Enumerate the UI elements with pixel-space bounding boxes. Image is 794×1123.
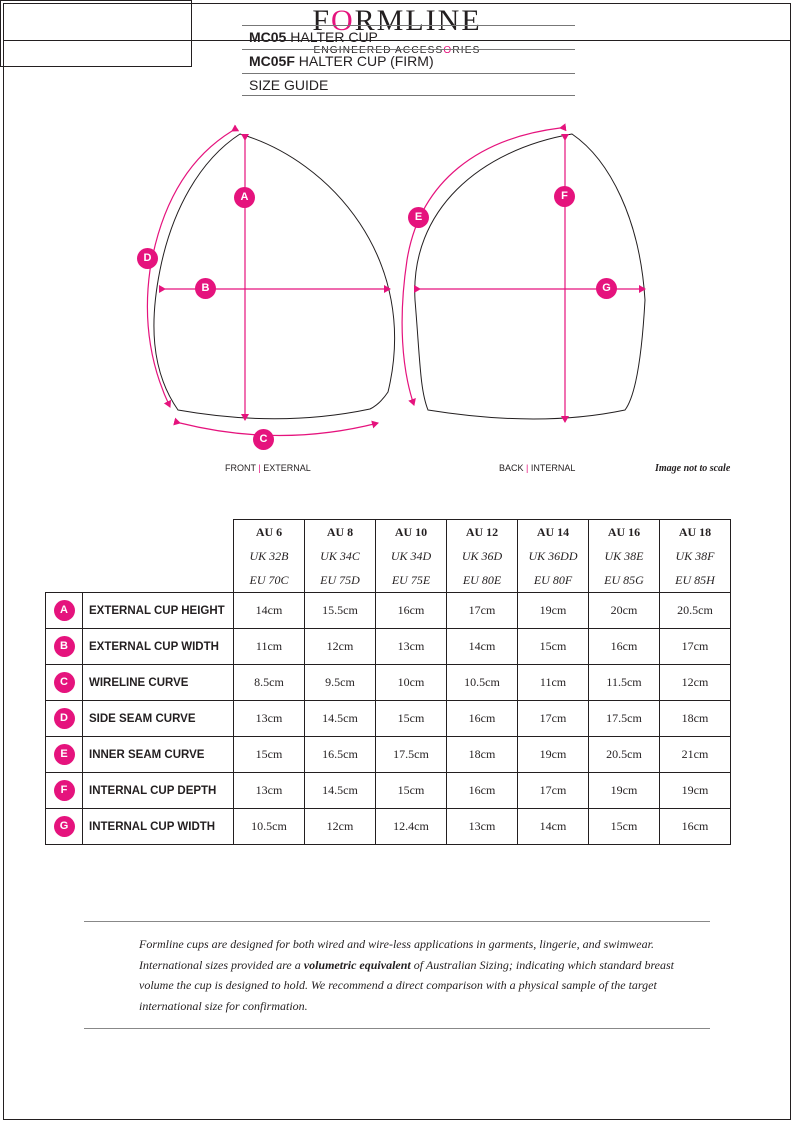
table-cell: 14cm xyxy=(518,809,589,845)
au-size: AU 18 xyxy=(660,520,731,545)
table-cell: 19cm xyxy=(660,773,731,809)
row-label: EXTERNAL CUP HEIGHT xyxy=(83,593,234,629)
uk-size: UK 32B xyxy=(234,544,305,568)
table-row xyxy=(46,593,731,629)
table-cell: 18cm xyxy=(447,737,518,773)
table-cell: 11.5cm xyxy=(589,665,660,701)
uk-size: UK 36DD xyxy=(518,544,589,568)
row-marker: G xyxy=(54,816,75,837)
table-cell: 17.5cm xyxy=(589,701,660,737)
table-cell: 11cm xyxy=(234,629,305,665)
table-cell: 14.5cm xyxy=(305,701,376,737)
uk-size: UK 38E xyxy=(589,544,660,568)
table-cell: 15cm xyxy=(376,773,447,809)
row-label: INNER SEAM CURVE xyxy=(83,737,234,773)
front-cup-outline xyxy=(154,134,395,419)
note-divider-top xyxy=(84,921,710,922)
table-cell: 12.4cm xyxy=(376,809,447,845)
table-cell: 14cm xyxy=(447,629,518,665)
table-cell: 10cm xyxy=(376,665,447,701)
row-marker: B xyxy=(54,636,75,657)
table-cell: 17cm xyxy=(447,593,518,629)
table-cell: 21cm xyxy=(660,737,731,773)
page-subtitle: SIZE GUIDE xyxy=(242,73,575,96)
cup-diagrams xyxy=(0,120,794,480)
table-row xyxy=(46,701,731,737)
marker-d: D xyxy=(137,248,158,269)
note-divider-bottom xyxy=(84,1028,710,1029)
row-marker: C xyxy=(54,672,75,693)
eu-size-row xyxy=(46,568,731,593)
eu-size: EU 75D xyxy=(305,568,376,593)
table-cell: 18cm xyxy=(660,701,731,737)
table-cell: 15cm xyxy=(376,701,447,737)
logo-wordmark: FORMLINE xyxy=(312,4,482,37)
table-cell: 16cm xyxy=(376,593,447,629)
table-cell: 19cm xyxy=(589,773,660,809)
table-row xyxy=(46,665,731,701)
marker-c: C xyxy=(253,429,274,450)
logo-tagline: ENGINEERED ACCESSORIES xyxy=(313,45,481,56)
au-size: AU 10 xyxy=(376,520,447,545)
au-size-row xyxy=(46,520,731,545)
front-caption: FRONT | EXTERNAL xyxy=(225,463,311,473)
table-cell: 16.5cm xyxy=(305,737,376,773)
table-cell: 20cm xyxy=(589,593,660,629)
marker-f: F xyxy=(554,186,575,207)
sizing-note: Formline cups are designed for both wired and wire-less applications in garments, lingerie, and swimwear. International sizes provided are a volumetric equivalent of Australian Sizing; indicating which standard breast volume the cup is designed to hold. We recommend a direct comparison with a physical sample of the target international size for confirmation. xyxy=(139,937,674,1013)
marker-b: B xyxy=(195,278,216,299)
row-marker: F xyxy=(54,780,75,801)
table-cell: 13cm xyxy=(447,809,518,845)
product-title-mc05: MC05 HALTER CUP xyxy=(242,25,575,48)
table-cell: 10.5cm xyxy=(234,809,305,845)
row-marker: E xyxy=(54,744,75,765)
table-cell: 11cm xyxy=(518,665,589,701)
table-cell: 19cm xyxy=(518,737,589,773)
table-cell: 8.5cm xyxy=(234,665,305,701)
table-cell: 17cm xyxy=(660,629,731,665)
table-cell: 20.5cm xyxy=(660,593,731,629)
table-cell: 13cm xyxy=(234,701,305,737)
table-row xyxy=(46,809,731,845)
scale-note: Image not to scale xyxy=(655,463,731,474)
eu-size: EU 85G xyxy=(589,568,660,593)
au-size: AU 12 xyxy=(447,520,518,545)
row-label: INTERNAL CUP DEPTH xyxy=(83,773,234,809)
back-cup-outline xyxy=(415,134,645,419)
eu-size: EU 80F xyxy=(518,568,589,593)
cup-diagram-svg xyxy=(0,120,794,480)
uk-size: UK 34C xyxy=(305,544,376,568)
table-cell: 20.5cm xyxy=(589,737,660,773)
table-cell: 10.5cm xyxy=(447,665,518,701)
row-label: INTERNAL CUP WIDTH xyxy=(83,809,234,845)
table-cell: 17cm xyxy=(518,773,589,809)
au-size: AU 6 xyxy=(234,520,305,545)
row-marker: D xyxy=(54,708,75,729)
uk-size-row xyxy=(46,544,731,568)
table-row xyxy=(46,773,731,809)
au-size: AU 16 xyxy=(589,520,660,545)
eu-size: EU 70C xyxy=(234,568,305,593)
table-cell: 17.5cm xyxy=(376,737,447,773)
table-cell: 19cm xyxy=(518,593,589,629)
table-cell: 12cm xyxy=(305,809,376,845)
table-cell: 14.5cm xyxy=(305,773,376,809)
table-row xyxy=(46,629,731,665)
eu-size: EU 80E xyxy=(447,568,518,593)
table-cell: 15cm xyxy=(589,809,660,845)
table-cell: 15cm xyxy=(518,629,589,665)
au-size: AU 8 xyxy=(305,520,376,545)
table-cell: 9.5cm xyxy=(305,665,376,701)
marker-a: A xyxy=(234,187,255,208)
table-cell: 16cm xyxy=(447,701,518,737)
uk-size: UK 38F xyxy=(660,544,731,568)
table-cell: 17cm xyxy=(518,701,589,737)
table-cell: 16cm xyxy=(660,809,731,845)
table-cell: 16cm xyxy=(589,629,660,665)
row-marker: A xyxy=(54,600,75,621)
table-row xyxy=(46,737,731,773)
table-cell: 15cm xyxy=(234,737,305,773)
product-title-mc05f: MC05F HALTER CUP (FIRM) xyxy=(242,49,575,72)
marker-g: G xyxy=(596,278,617,299)
size-table xyxy=(45,519,731,845)
marker-e: E xyxy=(408,207,429,228)
table-cell: 16cm xyxy=(447,773,518,809)
row-label: SIDE SEAM CURVE xyxy=(83,701,234,737)
row-label: EXTERNAL CUP WIDTH xyxy=(83,629,234,665)
table-cell: 13cm xyxy=(376,629,447,665)
table-cell: 15.5cm xyxy=(305,593,376,629)
table-cell: 12cm xyxy=(660,665,731,701)
arrow-c xyxy=(180,423,378,436)
eu-size: EU 75E xyxy=(376,568,447,593)
uk-size: UK 34D xyxy=(376,544,447,568)
table-cell: 14cm xyxy=(234,593,305,629)
uk-size: UK 36D xyxy=(447,544,518,568)
au-size: AU 14 xyxy=(518,520,589,545)
table-cell: 12cm xyxy=(305,629,376,665)
table-cell: 13cm xyxy=(234,773,305,809)
row-label: WIRELINE CURVE xyxy=(83,665,234,701)
eu-size: EU 85H xyxy=(660,568,731,593)
back-caption: BACK | INTERNAL xyxy=(499,463,576,473)
